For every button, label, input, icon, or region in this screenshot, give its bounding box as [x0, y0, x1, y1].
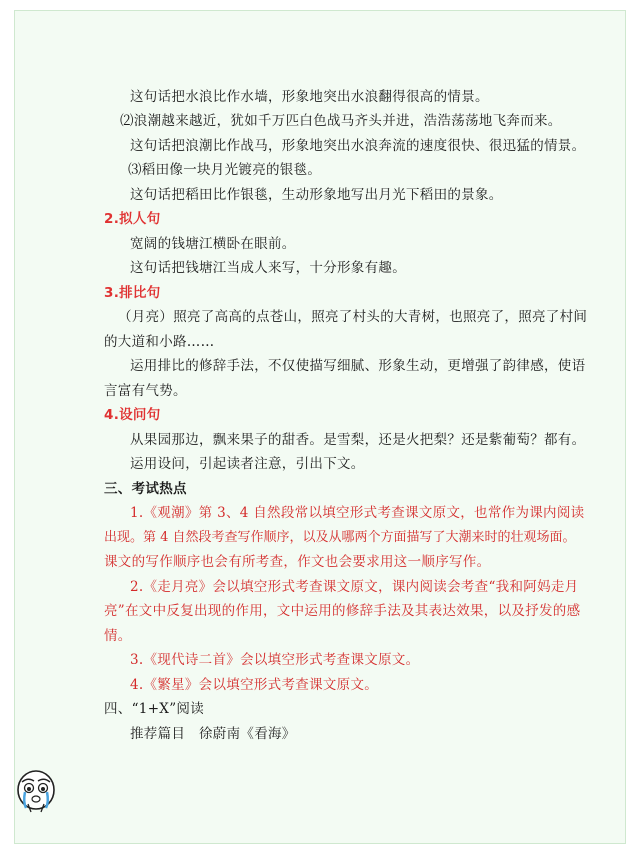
text-line: 言富有气势。 [104, 383, 187, 399]
section-title: 三、考试热点 [104, 481, 187, 497]
section-heading: 3.排比句 [104, 285, 161, 301]
text-line: 这句话把稻田比作银毯，生动形象地写出月光下稻田的景象。 [130, 187, 503, 203]
text-line: 这句话把钱塘江当成人来写，十分形象有趣。 [130, 260, 406, 276]
crying-face-icon [14, 768, 58, 816]
text-line-red: 亮”在文中反复出现的作用，文中运用的修辞手法及其表达效果，以及抒发的感 [104, 603, 581, 619]
text-line: 的大道和小路…… [104, 334, 215, 350]
text-line: （月亮）照亮了高高的点苍山，照亮了村头的大青树，也照亮了，照亮了村间 [118, 309, 588, 325]
text-line: ⑶稻田像一块月光镀亮的银毯。 [128, 162, 322, 178]
text-line: 运用设问，引起读者注意，引出下文。 [130, 456, 365, 472]
page-frame [14, 10, 626, 844]
section-heading: 4.设问句 [104, 407, 161, 423]
text-line: 运用排比的修辞手法，不仅使描写细腻、形象生动，更增强了韵律感，使语 [130, 358, 586, 374]
text-line: ⑵浪潮越来越近，犹如千万匹白色战马齐头并进，浩浩荡荡地飞奔而来。 [120, 113, 562, 129]
text-line: 这句话把水浪比作水墙，形象地突出水浪翻得很高的情景。 [130, 89, 489, 105]
text-line: 这句话把浪潮比作战马，形象地突出水浪奔流的速度很快、很迅猛的情景。 [130, 138, 586, 154]
text-line-red: 3.《现代诗二首》会以填空形式考查课文原文。 [130, 652, 420, 668]
text-line-red: 情。 [104, 628, 132, 644]
text-line: 从果园那边，飘来果子的甜香。是雪梨，还是火把梨？还是紫葡萄？都有。 [130, 432, 586, 448]
text-line: 推荐篇目 徐蔚南《看海》 [130, 726, 296, 742]
text-line-red: 2.《走月亮》会以填空形式考查课文原文，课内阅读会考查“我和阿妈走月 [130, 579, 579, 595]
text-line: 宽阔的钱塘江横卧在眼前。 [130, 236, 296, 252]
section-heading: 2.拟人句 [104, 211, 161, 227]
section-title: 四、“1+X”阅读 [104, 701, 205, 717]
text-line-red: 1.《观潮》第 3、4 自然段常以填空形式考查课文原文，也常作为课内阅读 [130, 505, 585, 521]
text-line-red: 课文的写作顺序也会有所考查，作文也会要求用这一顺序写作。 [104, 554, 491, 570]
text-line-red: 4.《繁星》会以填空形式考查课文原文。 [130, 677, 379, 693]
text-line-red: 出现。第 4 自然段考查写作顺序，以及从哪两个方面描写了大潮来时的壮观场面。 [104, 530, 576, 545]
